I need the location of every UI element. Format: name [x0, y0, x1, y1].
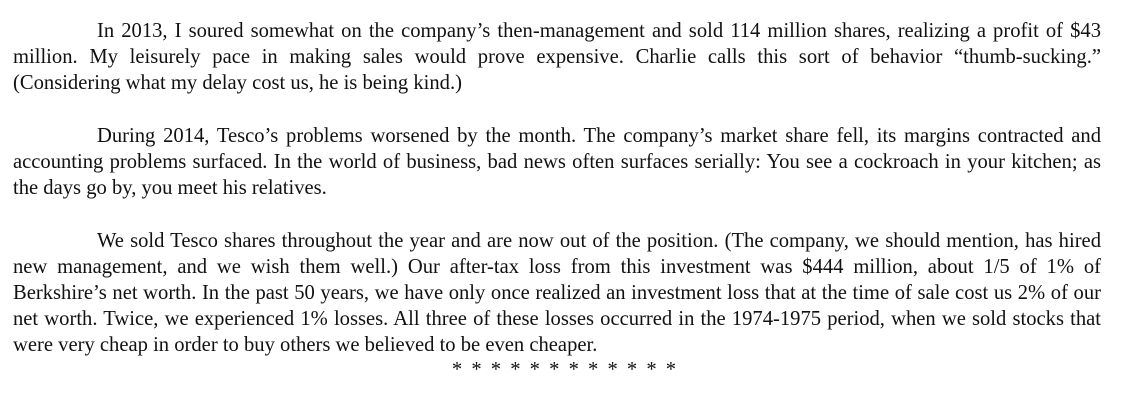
paragraph-2013-share-sale: In 2013, I soured somewhat on the company’s then-management and sold 114 million shares, realizing a profit of $43 million. My leisurely pace in making sales would prove expensive. Charlie calls this sort of behavior “thumb-sucking.” (Considering what my delay cost us, he is being kind.): [13, 20, 1101, 95]
section-divider: * * * * * * * * * * * *: [451, 358, 679, 381]
paragraph-tesco-exit-loss: We sold Tesco shares throughout the year and are now out of the position. (The company, we should mention, has hired new management, and we wish them well.) Our after-tax loss from this investment was $444 million, about 1/5 of 1% of Berkshire’s net worth. In the past 50 years, we have only once realized an investment loss that at the time of sale cost us 2% of our net worth. Twice, we experienced 1% losses. All three of these losses occurred in the 1974-1975 period, when we sold stocks that were very cheap in order to buy others we believed to be even cheaper.: [13, 229, 1101, 357]
document-page: [13, 18, 1101, 381]
paragraph-2014-tesco-problems: During 2014, Tesco’s problems worsened by the month. The company’s market share fell, its margins contracted and accounting problems surfaced. In the world of business, bad news often surfaces serially: You see a cockroach in your kitchen; as the days go by, you meet his relatives.: [13, 124, 1101, 200]
